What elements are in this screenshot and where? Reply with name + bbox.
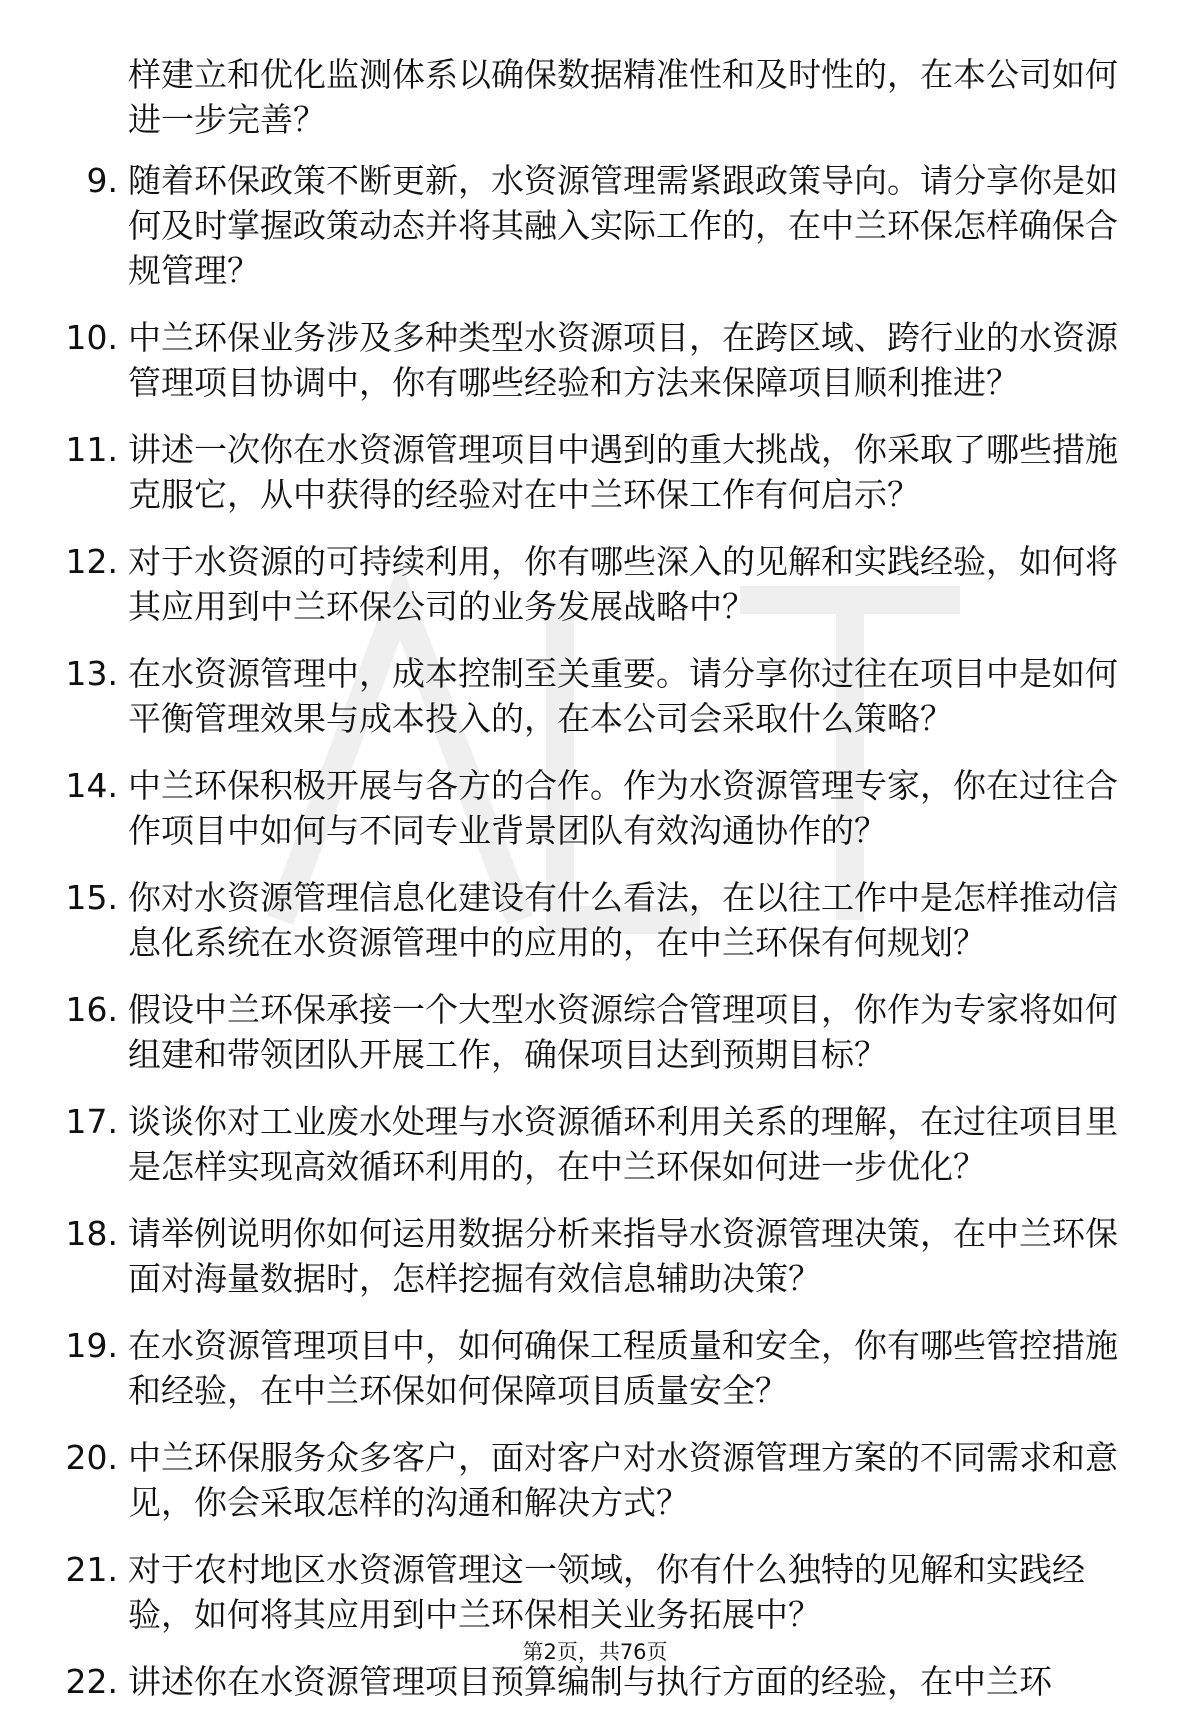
question-text: 中兰环保业务涉及多种类型水资源项目，在跨区域、跨行业的水资源管理项目协调中，你有哪些经验和方法来保障项目顺利推进？ (128, 318, 1118, 402)
question-item (0, 1211, 1190, 1301)
continuation-paragraph: 样建立和优化监测体系以确保数据精准性和及时性的，在本公司如何进一步完善？ (128, 55, 1118, 139)
question-number: 9. (86, 161, 118, 200)
question-text: 谈谈你对工业废水处理与水资源循环利用关系的理解，在过往项目里是怎样实现高效循环利用的，在中兰环保如何进一步优化？ (128, 1102, 1118, 1186)
question-item (0, 1547, 1190, 1637)
question-number: 13. (65, 654, 118, 693)
question-item (0, 651, 1190, 741)
question-text: 中兰环保服务众多客户，面对客户对水资源管理方案的不同需求和意见，你会采取怎样的沟通和解决方式？ (128, 1438, 1118, 1522)
question-number: 19. (65, 1326, 118, 1365)
question-number: 14. (65, 766, 118, 805)
question-item (0, 427, 1190, 517)
question-text: 在水资源管理中，成本控制至关重要。请分享你过往在项目中是如何平衡管理效果与成本投入的，在本公司会采取什么策略？ (128, 654, 1118, 738)
question-number: 22. (65, 1662, 118, 1701)
question-text: 讲述一次你在水资源管理项目中遇到的重大挑战，你采取了哪些措施克服它，从中获得的经验对在中兰环保工作有何启示？ (128, 430, 1118, 514)
question-number: 16. (65, 990, 118, 1029)
question-item (0, 315, 1190, 405)
question-text: 对于农村地区水资源管理这一领域，你有什么独特的见解和实践经验，如何将其应用到中兰环保相关业务拓展中？ (128, 1550, 1085, 1634)
question-text: 你对水资源管理信息化建设有什么看法，在以往工作中是怎样推动信息化系统在水资源管理中的应用的，在中兰环保有何规划？ (128, 878, 1118, 962)
question-text: 对于水资源的可持续利用，你有哪些深入的见解和实践经验，如何将其应用到中兰环保公司的业务发展战略中？ (128, 542, 1118, 626)
page-footer: 第2页，共76页 (522, 1640, 668, 1664)
question-item (0, 1435, 1190, 1525)
question-number: 17. (65, 1102, 118, 1141)
question-item (0, 1323, 1190, 1413)
question-number: 18. (65, 1214, 118, 1253)
question-list (0, 158, 1190, 1726)
question-item (0, 158, 1190, 293)
question-text: 中兰环保积极开展与各方的合作。作为水资源管理专家，你在过往合作项目中如何与不同专业背景团队有效沟通协作的？ (128, 766, 1118, 850)
question-number: 20. (65, 1438, 118, 1477)
question-number: 10. (65, 318, 118, 357)
question-item (0, 539, 1190, 629)
question-item (0, 987, 1190, 1077)
question-text: 在水资源管理项目中，如何确保工程质量和安全，你有哪些管控措施和经验，在中兰环保如何保障项目质量安全？ (128, 1326, 1118, 1410)
question-number: 11. (65, 430, 118, 469)
question-item (0, 1099, 1190, 1189)
question-text: 讲述你在水资源管理项目预算编制与执行方面的经验，在中兰环 (128, 1662, 1052, 1701)
question-number: 12. (65, 542, 118, 581)
question-number: 15. (65, 878, 118, 917)
question-number: 21. (65, 1550, 118, 1589)
question-text: 假设中兰环保承接一个大型水资源综合管理项目，你作为专家将如何组建和带领团队开展工作，确保项目达到预期目标？ (128, 990, 1118, 1074)
question-item (0, 763, 1190, 853)
question-text: 请举例说明你如何运用数据分析来指导水资源管理决策，在中兰环保面对海量数据时，怎样挖掘有效信息辅助决策？ (128, 1214, 1118, 1298)
question-item (0, 875, 1190, 965)
question-text: 随着环保政策不断更新，水资源管理需紧跟政策导向。请分享你是如何及时掌握政策动态并将其融入实际工作的，在中兰环保怎样确保合规管理？ (128, 161, 1118, 290)
